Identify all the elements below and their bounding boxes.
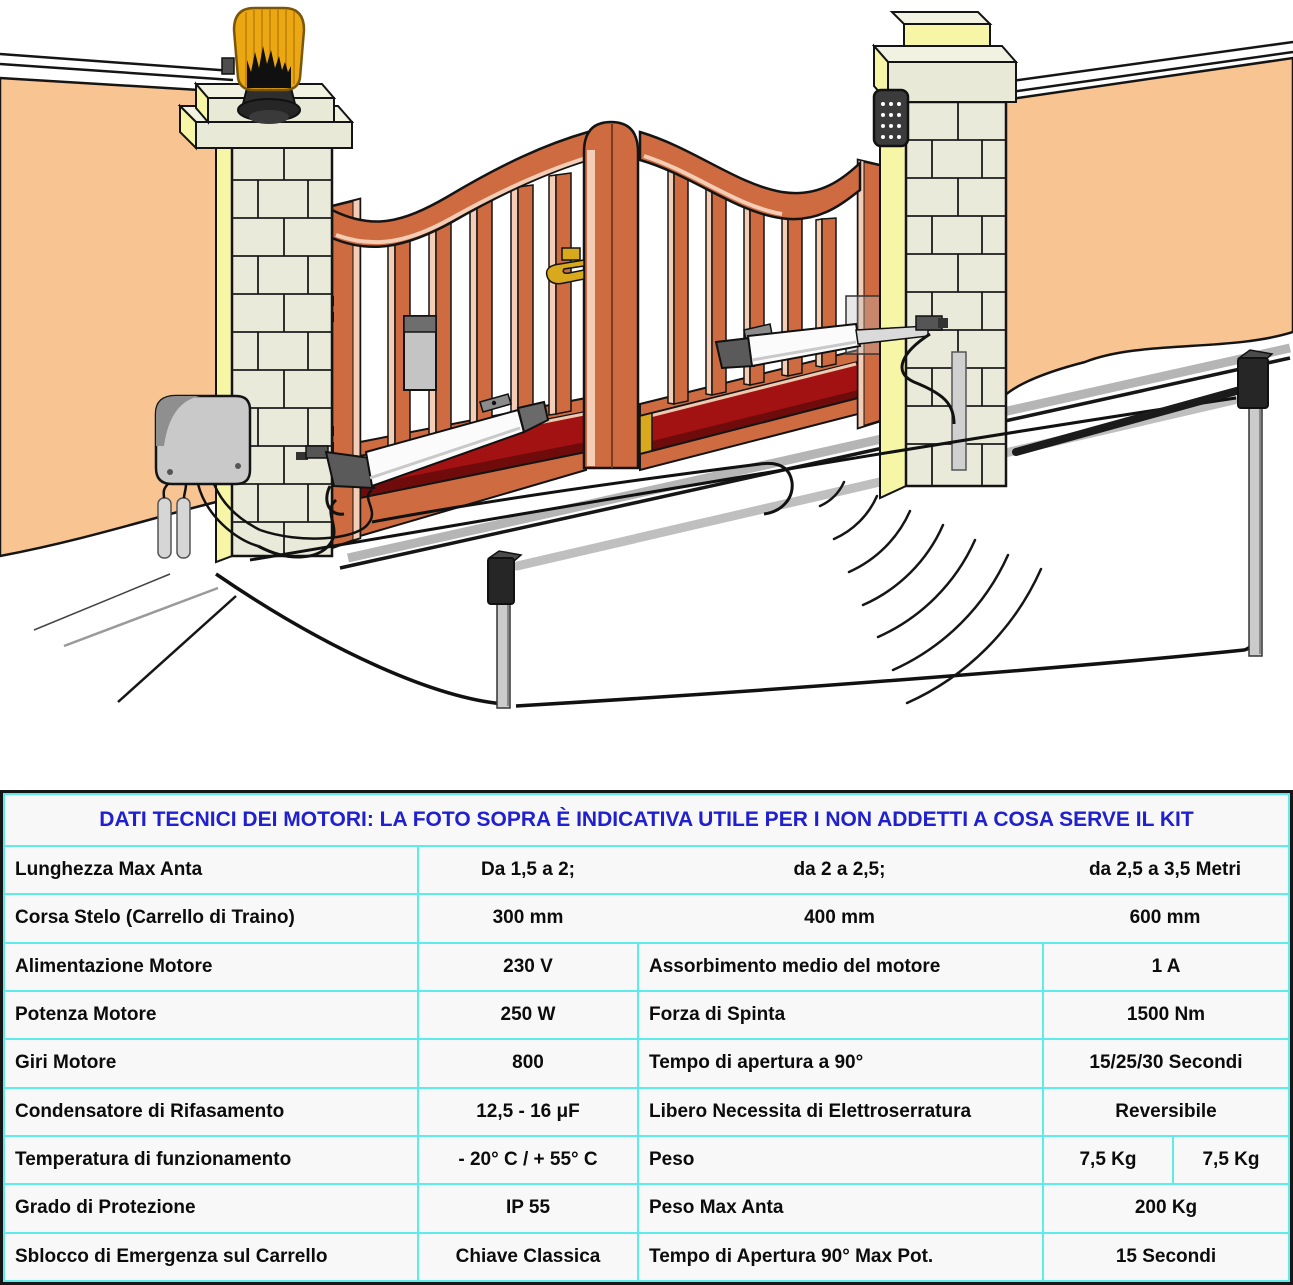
right-pillar [874,12,1016,498]
spec-value: 400 mm [804,907,875,929]
spec-label: Condensatore di Rifasamento [15,1100,285,1122]
spec-label: Alimentazione Motore [15,955,213,977]
conduit-left-2 [177,498,190,558]
spec-value: 600 mm [1129,907,1201,929]
table-row [5,1232,1288,1280]
table-grid [3,793,1290,1282]
spec-label: Temperatura di funzionamento [15,1149,292,1171]
table-row [5,845,1288,893]
technical-data-table [0,790,1293,1285]
spec-value: 300 mm [417,895,637,941]
table-row [5,893,1288,941]
spec-label: Tempo di apertura a 90° [637,1040,1042,1086]
spec-label: Assorbimento medio del motore [637,944,1042,990]
table-row [5,1087,1288,1135]
spec-label: Forza di Spinta [637,992,1042,1038]
spec-label: Peso Max Anta [637,1185,1042,1231]
spec-label: Tempo di Apertura 90° Max Pot. [637,1234,1042,1280]
spec-label: Peso [637,1137,1042,1183]
spec-label: Sblocco di Emergenza sul Carrello [15,1245,328,1267]
table-row [5,1135,1288,1183]
spec-value: 200 Kg [1042,1185,1288,1231]
spec-label: Corsa Stelo (Carrello di Traino) [15,907,295,929]
table-row [5,990,1288,1038]
table-title: DATI TECNICI DEI MOTORI: LA FOTO SOPRA È INDICATIVA UTILE PER I NON ADDETTI A COSA SERVE IL KIT [5,795,1288,845]
spec-value: 15/25/30 Secondi [1042,1040,1288,1086]
spec-value: Chiave Classica [417,1234,637,1280]
spec-value: Reversibile [1042,1089,1288,1135]
spec-label: Grado di Protezione [15,1197,196,1219]
right-pillar-cap [874,12,1016,102]
spec-value: 230 V [417,944,637,990]
right-wall [1004,42,1293,396]
table-row [5,1038,1288,1086]
spec-value: 1 A [1042,944,1288,990]
table-row [5,942,1288,990]
table-row [5,1183,1288,1231]
conduit-left-1 [158,498,171,558]
spec-value: 800 [417,1040,637,1086]
spec-label: Libero Necessita di Elettroserratura [637,1089,1042,1135]
spec-value: da 2,5 a 3,5 Metri [1088,859,1242,881]
photocell-right [1238,350,1272,656]
spec-label: Lunghezza Max Anta [15,859,203,881]
spec-value: 7,5 Kg [1172,1137,1288,1183]
spec-value: 15 Secondi [1042,1234,1288,1280]
conduit-right-pillar [952,352,966,470]
spec-value: - 20° C / + 55° C [417,1137,637,1183]
spec-value: 7,5 Kg [1042,1137,1172,1183]
spec-value: 1500 Nm [1042,992,1288,1038]
spec-label: Giri Motore [15,1052,117,1074]
photocell-front [488,551,521,708]
keypad-intercom [874,90,908,146]
spec-value: IP 55 [417,1185,637,1231]
spec-value: 250 W [417,992,637,1038]
spec-value: Da 1,5 a 2; [417,847,637,893]
spec-label: Potenza Motore [15,1004,157,1026]
spec-value: da 2 a 2,5; [793,859,886,881]
spec-value: 12,5 - 16 μF [417,1089,637,1135]
